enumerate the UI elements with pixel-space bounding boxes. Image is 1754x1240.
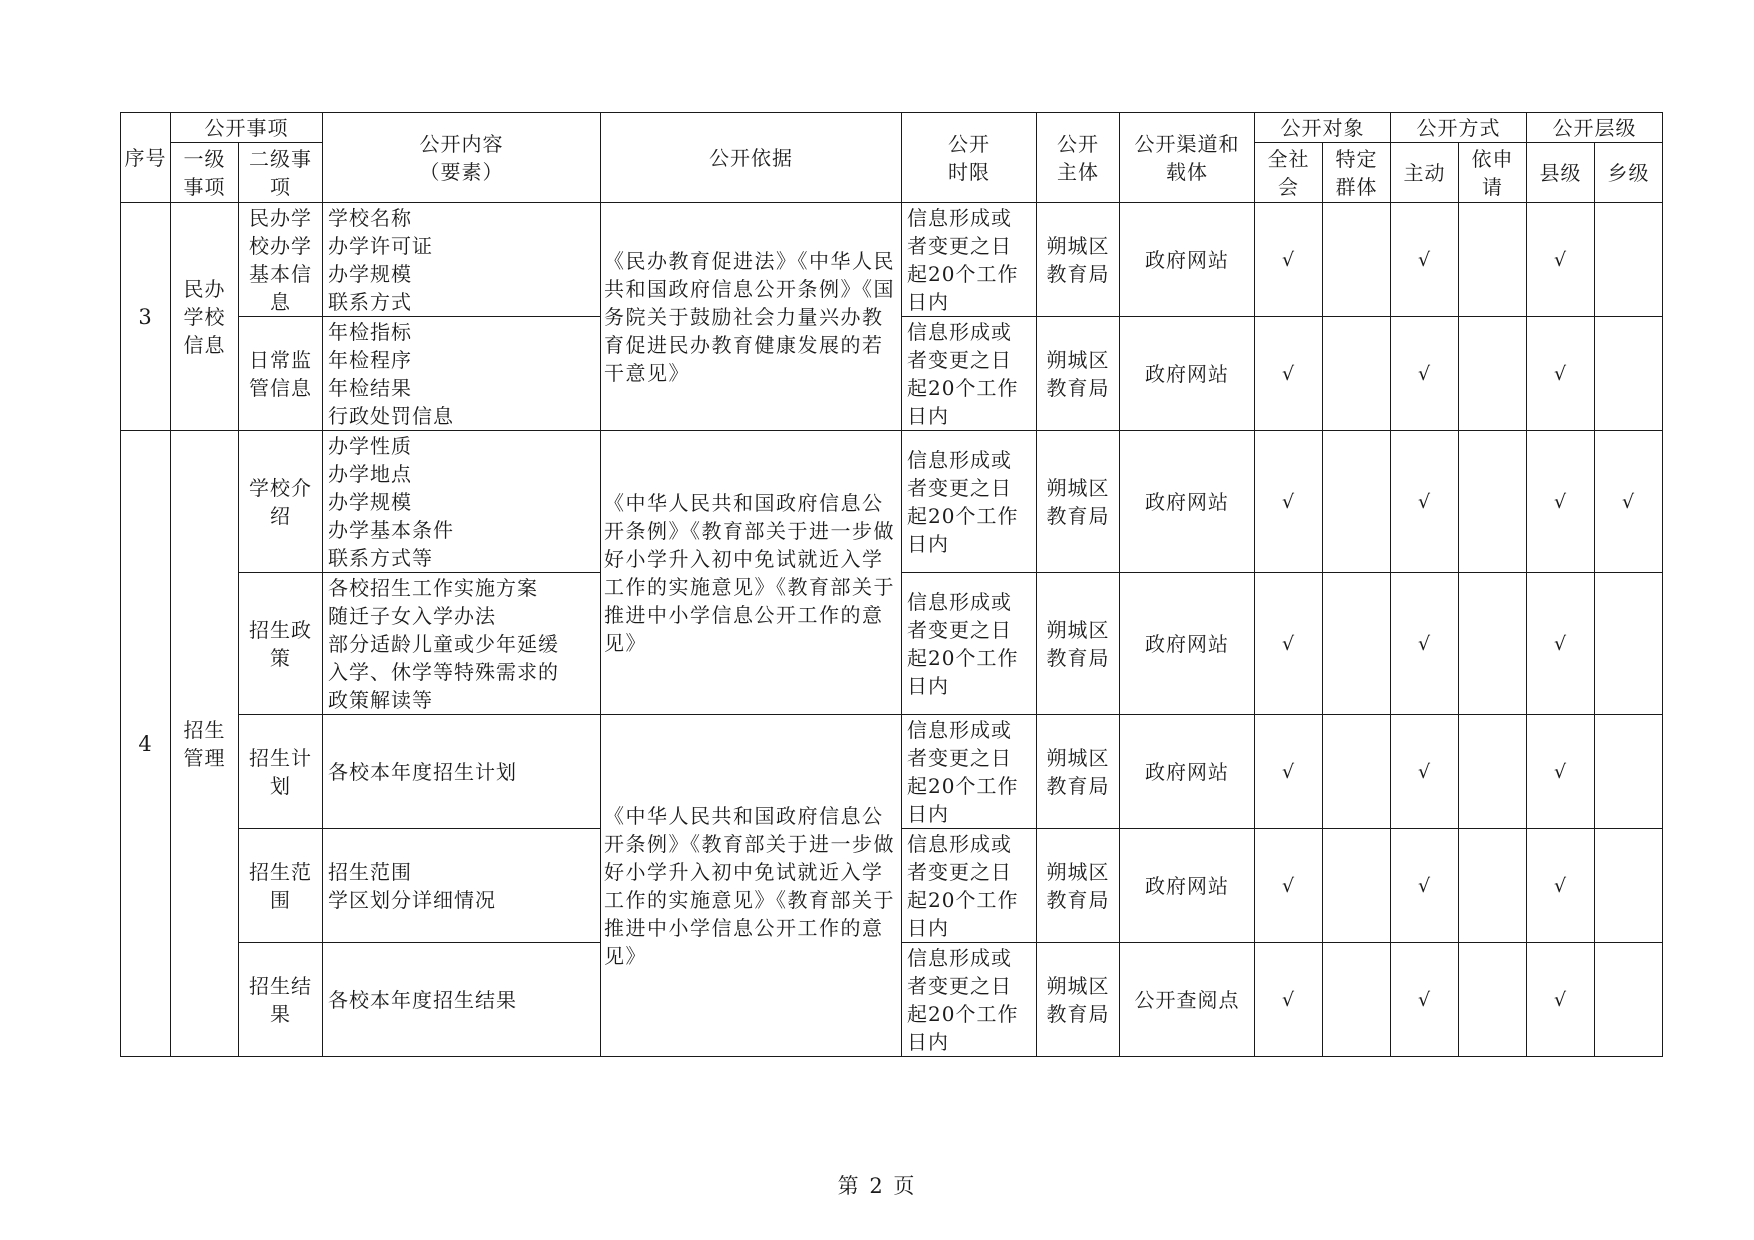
header-target-specific: 特定 群体 bbox=[1323, 143, 1391, 203]
row-channel: 公开查阅点 bbox=[1120, 943, 1255, 1057]
row-method-apply bbox=[1459, 943, 1527, 1057]
row-channel: 政府网站 bbox=[1120, 317, 1255, 431]
page-number: 第 2 页 bbox=[837, 1174, 917, 1198]
row-level2: 招生范 围 bbox=[239, 829, 323, 943]
row-method-apply bbox=[1459, 431, 1527, 573]
header-level-county: 县级 bbox=[1527, 143, 1595, 203]
row-level2: 招生计 划 bbox=[239, 715, 323, 829]
row-time-limit: 信息形成或 者变更之日 起20个工作 日内 bbox=[902, 829, 1037, 943]
row-target-all: √ bbox=[1255, 203, 1323, 317]
header-method-group: 公开方式 bbox=[1391, 113, 1527, 143]
row-target-all: √ bbox=[1255, 431, 1323, 573]
row-level-township bbox=[1595, 317, 1663, 431]
row-target-all: √ bbox=[1255, 715, 1323, 829]
row-subject: 朔城区 教育局 bbox=[1037, 943, 1120, 1057]
row-content: 各校招生工作实施方案 随迁子女入学办法 部分适龄儿童或少年延缓 入学、休学等特殊需求的 政策解读等 bbox=[323, 573, 601, 715]
row-channel: 政府网站 bbox=[1120, 431, 1255, 573]
row-level-township bbox=[1595, 203, 1663, 317]
row-level2: 民办学 校办学 基本信 息 bbox=[239, 203, 323, 317]
row-level2: 招生结 果 bbox=[239, 943, 323, 1057]
row-content: 年检指标 年检程序 年检结果 行政处罚信息 bbox=[323, 317, 601, 431]
row-level-county: √ bbox=[1527, 715, 1595, 829]
row-level-township bbox=[1595, 829, 1663, 943]
header-target-all: 全社 会 bbox=[1255, 143, 1323, 203]
row-content: 招生范围 学区划分详细情况 bbox=[323, 829, 601, 943]
row-level-county: √ bbox=[1527, 829, 1595, 943]
header-seq: 序号 bbox=[121, 113, 171, 203]
row-level-county: √ bbox=[1527, 943, 1595, 1057]
row-time-limit: 信息形成或 者变更之日 起20个工作 日内 bbox=[902, 203, 1037, 317]
row-method-active: √ bbox=[1391, 573, 1459, 715]
row-target-specific bbox=[1323, 431, 1391, 573]
row-target-specific bbox=[1323, 573, 1391, 715]
row-level2: 学校介 绍 bbox=[239, 431, 323, 573]
row-content: 各校本年度招生结果 bbox=[323, 943, 601, 1057]
row-seq: 4 bbox=[121, 431, 171, 1057]
row-basis: 《中华人民共和国政府信息公开条例》《教育部关于进一步做好小学升入初中免试就近入学工作的实施意见》《教育部关于推进中小学信息公开工作的意见》 bbox=[601, 431, 902, 715]
disclosure-table bbox=[120, 112, 1663, 1057]
row-target-all: √ bbox=[1255, 943, 1323, 1057]
row-subject: 朔城区 教育局 bbox=[1037, 317, 1120, 431]
row-channel: 政府网站 bbox=[1120, 203, 1255, 317]
table-row bbox=[121, 431, 1663, 573]
row-basis: 《中华人民共和国政府信息公开条例》《教育部关于进一步做好小学升入初中免试就近入学工作的实施意见》《教育部关于推进中小学信息公开工作的意见》 bbox=[601, 715, 902, 1057]
row-time-limit: 信息形成或 者变更之日 起20个工作 日内 bbox=[902, 317, 1037, 431]
header-method-apply: 依申请 bbox=[1459, 143, 1527, 203]
header-target-group: 公开对象 bbox=[1255, 113, 1391, 143]
row-level-township bbox=[1595, 943, 1663, 1057]
row-method-active: √ bbox=[1391, 203, 1459, 317]
row-channel: 政府网站 bbox=[1120, 715, 1255, 829]
row-content: 各校本年度招生计划 bbox=[323, 715, 601, 829]
header-level1: 一级 事项 bbox=[171, 143, 239, 203]
row-target-all: √ bbox=[1255, 829, 1323, 943]
row-time-limit: 信息形成或 者变更之日 起20个工作 日内 bbox=[902, 573, 1037, 715]
row-method-apply bbox=[1459, 829, 1527, 943]
table-row bbox=[121, 715, 1663, 829]
row-level-county: √ bbox=[1527, 317, 1595, 431]
row-level2: 日常监 管信息 bbox=[239, 317, 323, 431]
row-level-township bbox=[1595, 573, 1663, 715]
header-method-active: 主动 bbox=[1391, 143, 1459, 203]
header-item-group: 公开事项 bbox=[171, 113, 323, 143]
row-method-apply bbox=[1459, 317, 1527, 431]
row-time-limit: 信息形成或 者变更之日 起20个工作 日内 bbox=[902, 715, 1037, 829]
row-time-limit: 信息形成或 者变更之日 起20个工作 日内 bbox=[902, 431, 1037, 573]
row-content: 学校名称 办学许可证 办学规模 联系方式 bbox=[323, 203, 601, 317]
row-level2: 招生政 策 bbox=[239, 573, 323, 715]
header-level-township: 乡级 bbox=[1595, 143, 1663, 203]
row-content: 办学性质 办学地点 办学规模 办学基本条件 联系方式等 bbox=[323, 431, 601, 573]
row-subject: 朔城区 教育局 bbox=[1037, 715, 1120, 829]
row-channel: 政府网站 bbox=[1120, 573, 1255, 715]
header-level-group: 公开层级 bbox=[1527, 113, 1663, 143]
header-level2: 二级事 项 bbox=[239, 143, 323, 203]
row-basis: 《民办教育促进法》《中华人民共和国政府信息公开条例》《国务院关于鼓励社会力量兴办教育促进民办教育健康发展的若干意见》 bbox=[601, 203, 902, 431]
header-time-limit: 公开 时限 bbox=[902, 113, 1037, 203]
row-target-all: √ bbox=[1255, 317, 1323, 431]
row-method-active: √ bbox=[1391, 431, 1459, 573]
row-seq: 3 bbox=[121, 203, 171, 431]
row-subject: 朔城区 教育局 bbox=[1037, 573, 1120, 715]
row-target-specific bbox=[1323, 829, 1391, 943]
row-target-specific bbox=[1323, 203, 1391, 317]
row-target-specific bbox=[1323, 317, 1391, 431]
row-level-county: √ bbox=[1527, 431, 1595, 573]
row-subject: 朔城区 教育局 bbox=[1037, 431, 1120, 573]
row-level-township bbox=[1595, 715, 1663, 829]
row-time-limit: 信息形成或 者变更之日 起20个工作 日内 bbox=[902, 943, 1037, 1057]
row-method-active: √ bbox=[1391, 943, 1459, 1057]
row-level-county: √ bbox=[1527, 203, 1595, 317]
row-method-active: √ bbox=[1391, 829, 1459, 943]
row-target-specific bbox=[1323, 943, 1391, 1057]
row-method-active: √ bbox=[1391, 715, 1459, 829]
row-subject: 朔城区 教育局 bbox=[1037, 829, 1120, 943]
row-target-specific bbox=[1323, 715, 1391, 829]
header-subject: 公开 主体 bbox=[1037, 113, 1120, 203]
table-row bbox=[121, 203, 1663, 317]
row-method-apply bbox=[1459, 715, 1527, 829]
row-channel: 政府网站 bbox=[1120, 829, 1255, 943]
header-channel: 公开渠道和 载体 bbox=[1120, 113, 1255, 203]
header-content: 公开内容 （要素） bbox=[323, 113, 601, 203]
row-method-apply bbox=[1459, 203, 1527, 317]
row-level1: 民办 学校 信息 bbox=[171, 203, 239, 431]
row-level-township: √ bbox=[1595, 431, 1663, 573]
row-subject: 朔城区 教育局 bbox=[1037, 203, 1120, 317]
row-level1: 招生 管理 bbox=[171, 431, 239, 1057]
header-basis: 公开依据 bbox=[601, 113, 902, 203]
row-level-county: √ bbox=[1527, 573, 1595, 715]
row-target-all: √ bbox=[1255, 573, 1323, 715]
row-method-active: √ bbox=[1391, 317, 1459, 431]
row-method-apply bbox=[1459, 573, 1527, 715]
